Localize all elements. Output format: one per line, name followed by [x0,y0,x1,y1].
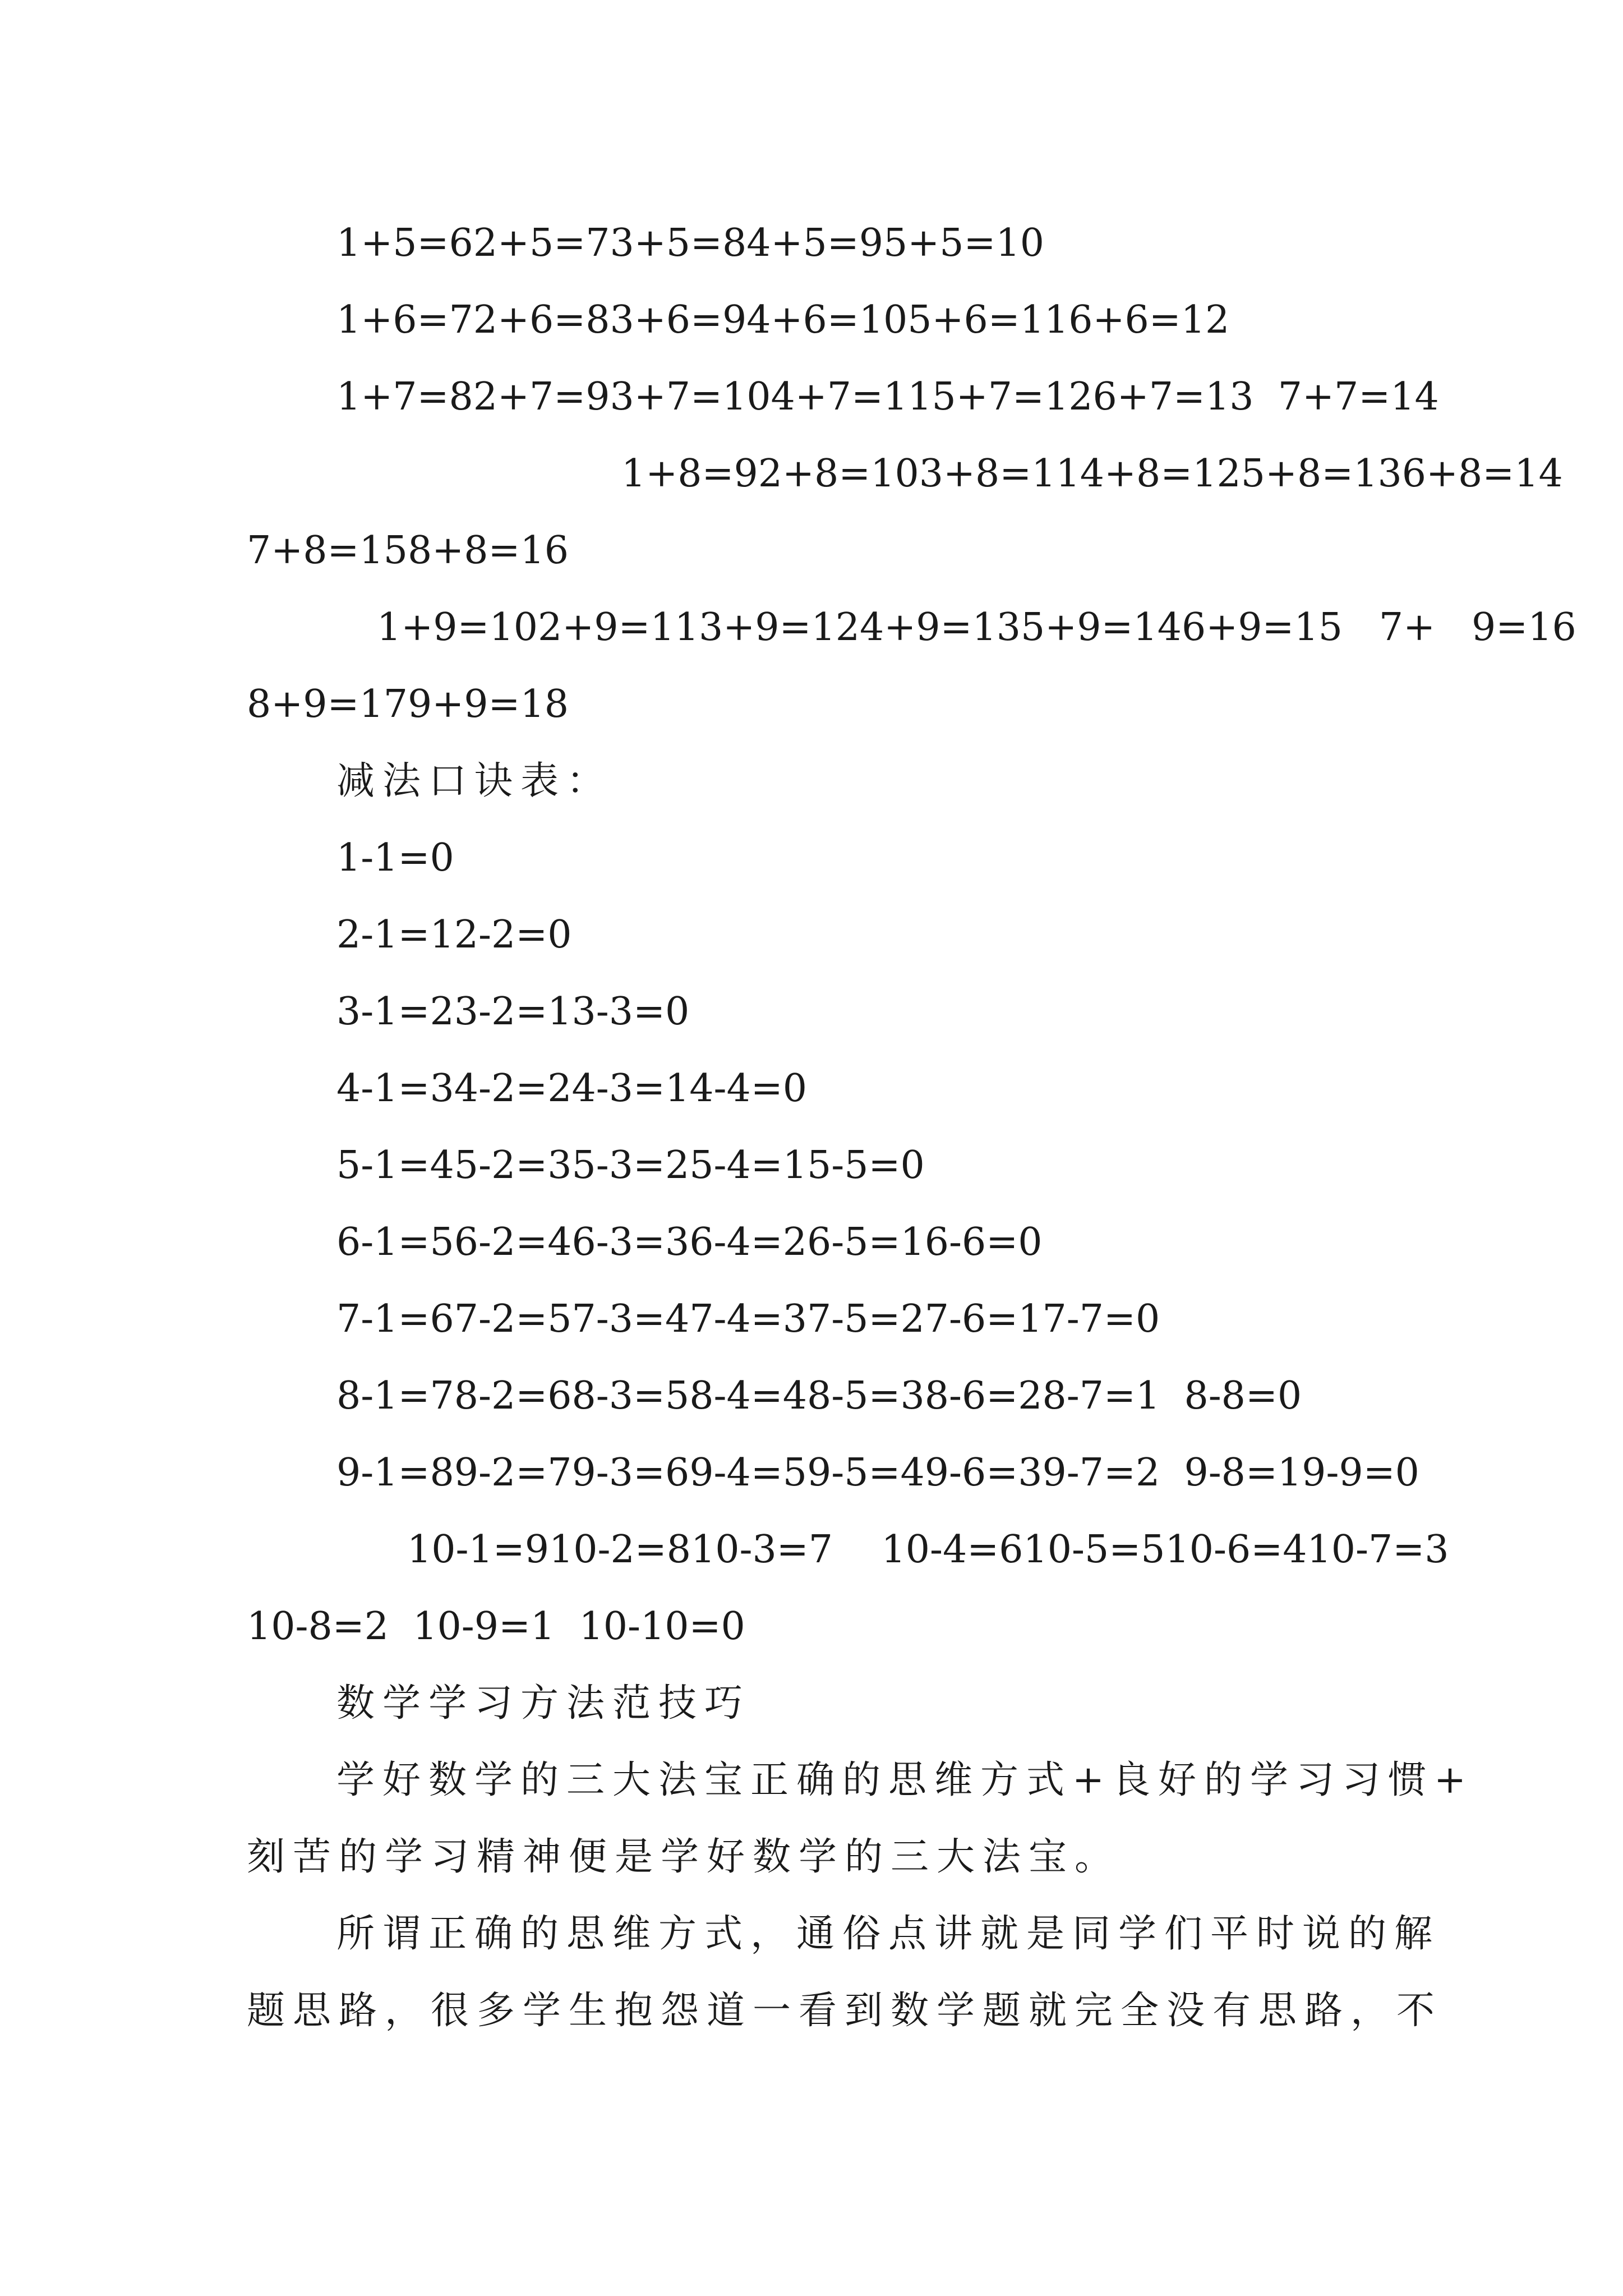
addition-line-5a: 1+9=102+9=113+9=124+9=135+9=146+9=15 7+ 9=16 [377,605,1576,650]
subtraction-line: 8-1=78-2=68-3=58-4=48-5=38-6=28-7=1 8-8=0 [336,1374,1302,1418]
subtraction-line-10a: 10-1=910-2=810-3=7 10-4=610-5=510-6=410-7=3 [407,1527,1449,1572]
methods-paragraph-1-line-2: 刻苦的学习精神便是学好数学的三大法宝。 [247,1835,1121,1879]
subtraction-line: 3-1=23-2=13-3=0 [336,990,690,1034]
methods-paragraph-2-line-2: 题思路，很多学生抱怨道一看到数学题就完全没有思路，不 [247,1989,1443,2033]
subtraction-line: 2-1=12-2=0 [336,913,572,957]
subtraction-line-10b: 10-8=2 10-9=1 10-10=0 [247,1604,745,1649]
subtraction-line: 1-1=0 [336,836,454,880]
addition-line-3: 1+7=82+7=93+7=104+7=115+7=126+7=13 7+7=14 [336,375,1439,419]
subtraction-line: 6-1=56-2=46-3=36-4=26-5=16-6=0 [336,1220,1043,1264]
methods-paragraph-2-line-1: 所谓正确的思维方式，通俗点讲就是同学们平时说的解 [336,1912,1441,1956]
methods-paragraph-1-line-1: 学好数学的三大法宝正确的思维方式+良好的学习习惯+ [336,1758,1474,1802]
addition-line-5b: 8+9=179+9=18 [247,682,569,726]
addition-line-4a: 1+8=92+8=103+8=114+8=125+8=136+8=14 [621,452,1563,496]
addition-line-2: 1+6=72+6=83+6=94+6=105+6=116+6=12 [336,298,1230,342]
subtraction-line: 4-1=34-2=24-3=14-4=0 [336,1066,807,1111]
subtraction-heading: 减法口诀表： [336,759,613,803]
methods-heading: 数学学习方法范技巧 [336,1681,751,1726]
addition-line-4b: 7+8=158+8=16 [247,528,569,573]
subtraction-line: 9-1=89-2=79-3=69-4=59-5=49-6=39-7=2 9-8=19-9=0 [336,1451,1419,1495]
subtraction-line: 7-1=67-2=57-3=47-4=37-5=27-6=17-7=0 [336,1297,1160,1341]
addition-line-1: 1+5=62+5=73+5=84+5=95+5=10 [336,221,1044,265]
subtraction-line: 5-1=45-2=35-3=25-4=15-5=0 [336,1143,925,1188]
